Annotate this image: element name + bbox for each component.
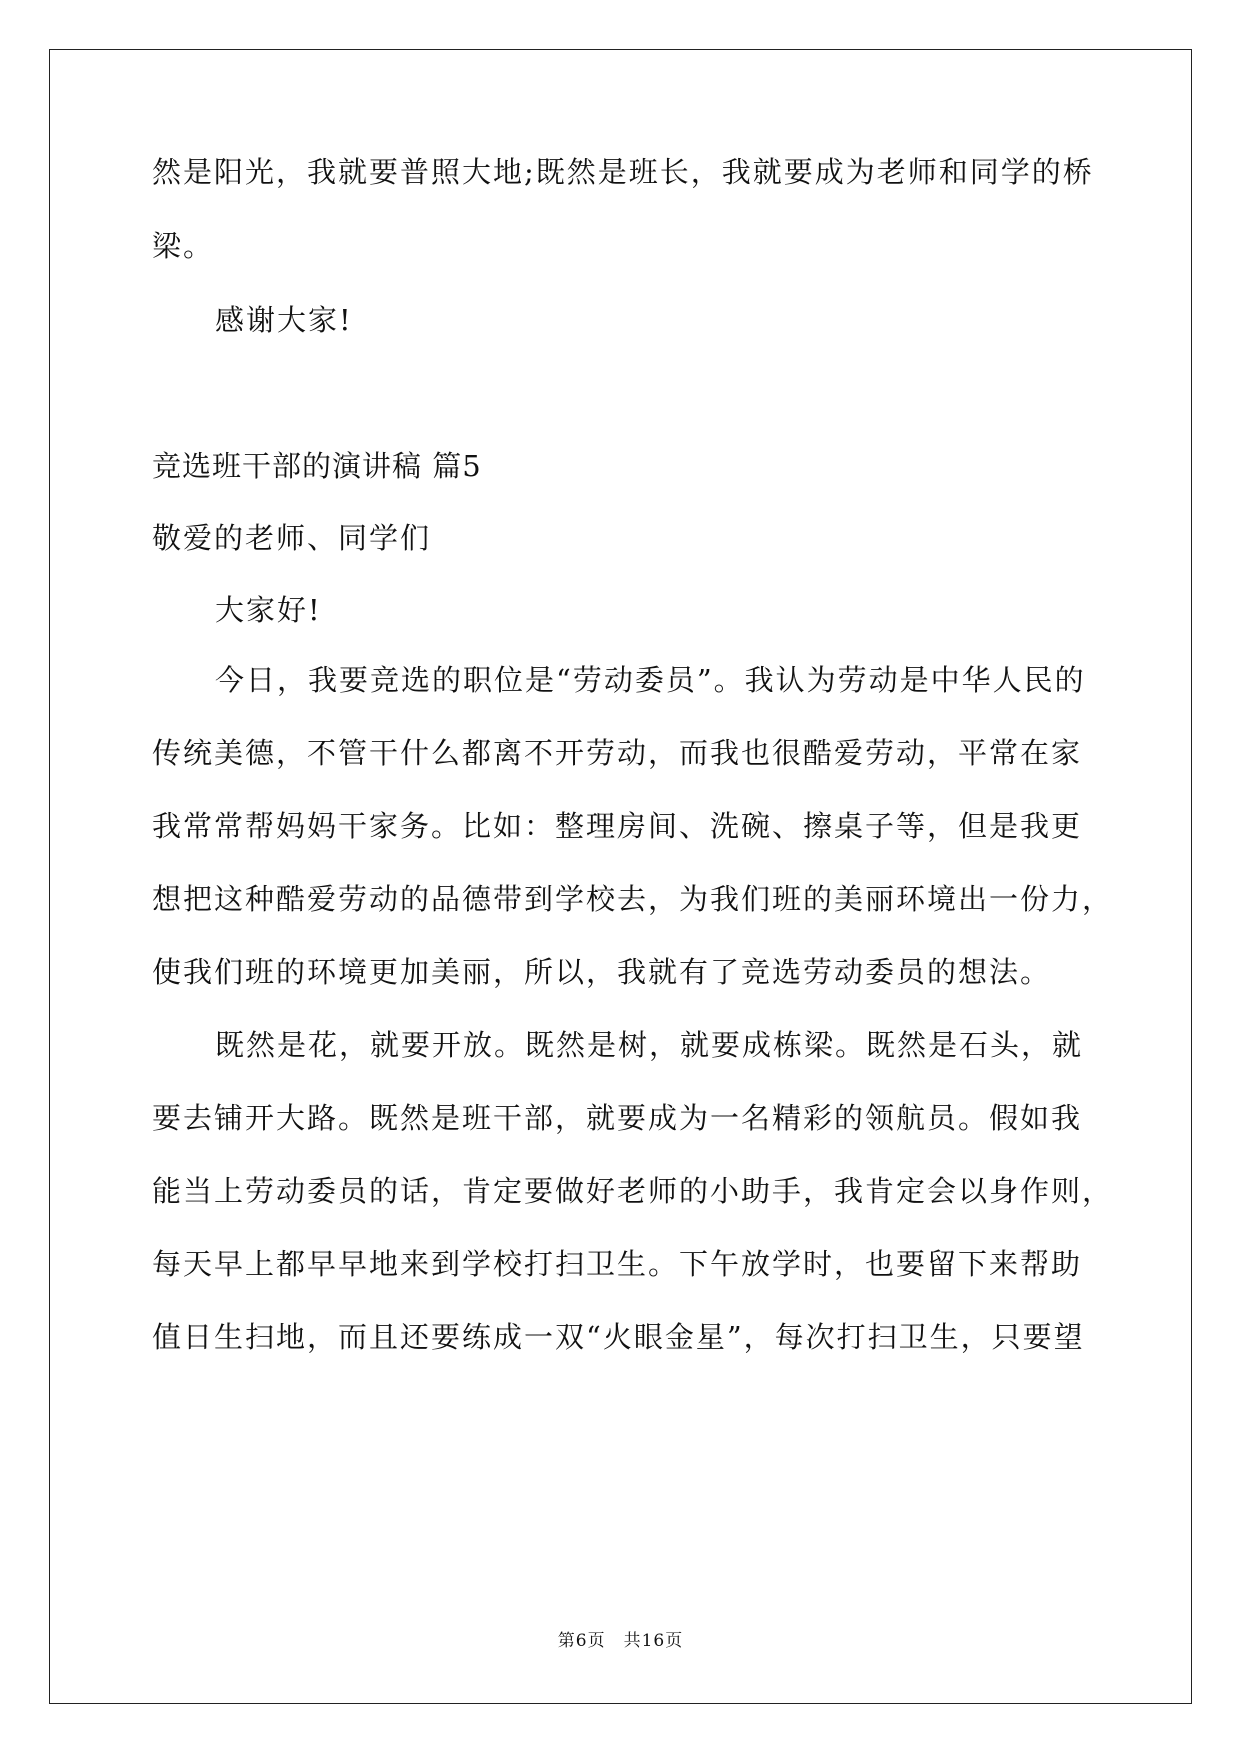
body-text-line: 既然是花，就要开放。既然是树，就要成栋梁。既然是石头，就	[215, 1028, 1084, 1062]
salutation: 敬爱的老师、同学们	[152, 521, 432, 555]
body-text-line: 能当上劳动委员的话，肯定要做好老师的小助手，我肯定会以身作则，	[152, 1174, 1114, 1208]
greeting: 大家好!	[215, 593, 322, 627]
section-heading: 竞选班干部的演讲稿 篇5	[152, 449, 482, 483]
body-text-line: 要去铺开大路。既然是班干部，就要成为一名精彩的领航员。假如我	[152, 1101, 1083, 1135]
page-footer	[0, 1629, 1241, 1653]
body-text-line: 今日，我要竞选的职位是“劳动委员”。我认为劳动是中华人民的	[215, 663, 1086, 697]
page-number-total: 共16页	[623, 1631, 684, 1651]
body-text-line: 使我们班的环境更加美丽，所以，我就有了竞选劳动委员的想法。	[152, 955, 1052, 989]
body-text-line: 每天早上都早早地来到学校打扫卫生。下午放学时，也要留下来帮助	[152, 1247, 1083, 1281]
page-border	[49, 49, 1192, 1704]
body-text-line: 传统美德，不管干什么都离不开劳动，而我也很酷爱劳动，平常在家	[152, 736, 1083, 770]
closing-thanks: 感谢大家!	[215, 303, 353, 337]
body-text-line: 梁。	[152, 229, 215, 263]
page-number-current: 第6页	[557, 1631, 606, 1651]
body-text-line: 然是阳光，我就要普照大地;既然是班长，我就要成为老师和同学的桥	[152, 155, 1094, 189]
body-text-line: 我常常帮妈妈干家务。比如：整理房间、洗碗、擦桌子等，但是我更	[152, 809, 1083, 843]
body-text-line: 想把这种酷爱劳动的品德带到学校去，为我们班的美丽环境出一份力，	[152, 882, 1114, 916]
body-text-line: 值日生扫地，而且还要练成一双“火眼金星”，每次打扫卫生，只要望	[152, 1320, 1085, 1354]
